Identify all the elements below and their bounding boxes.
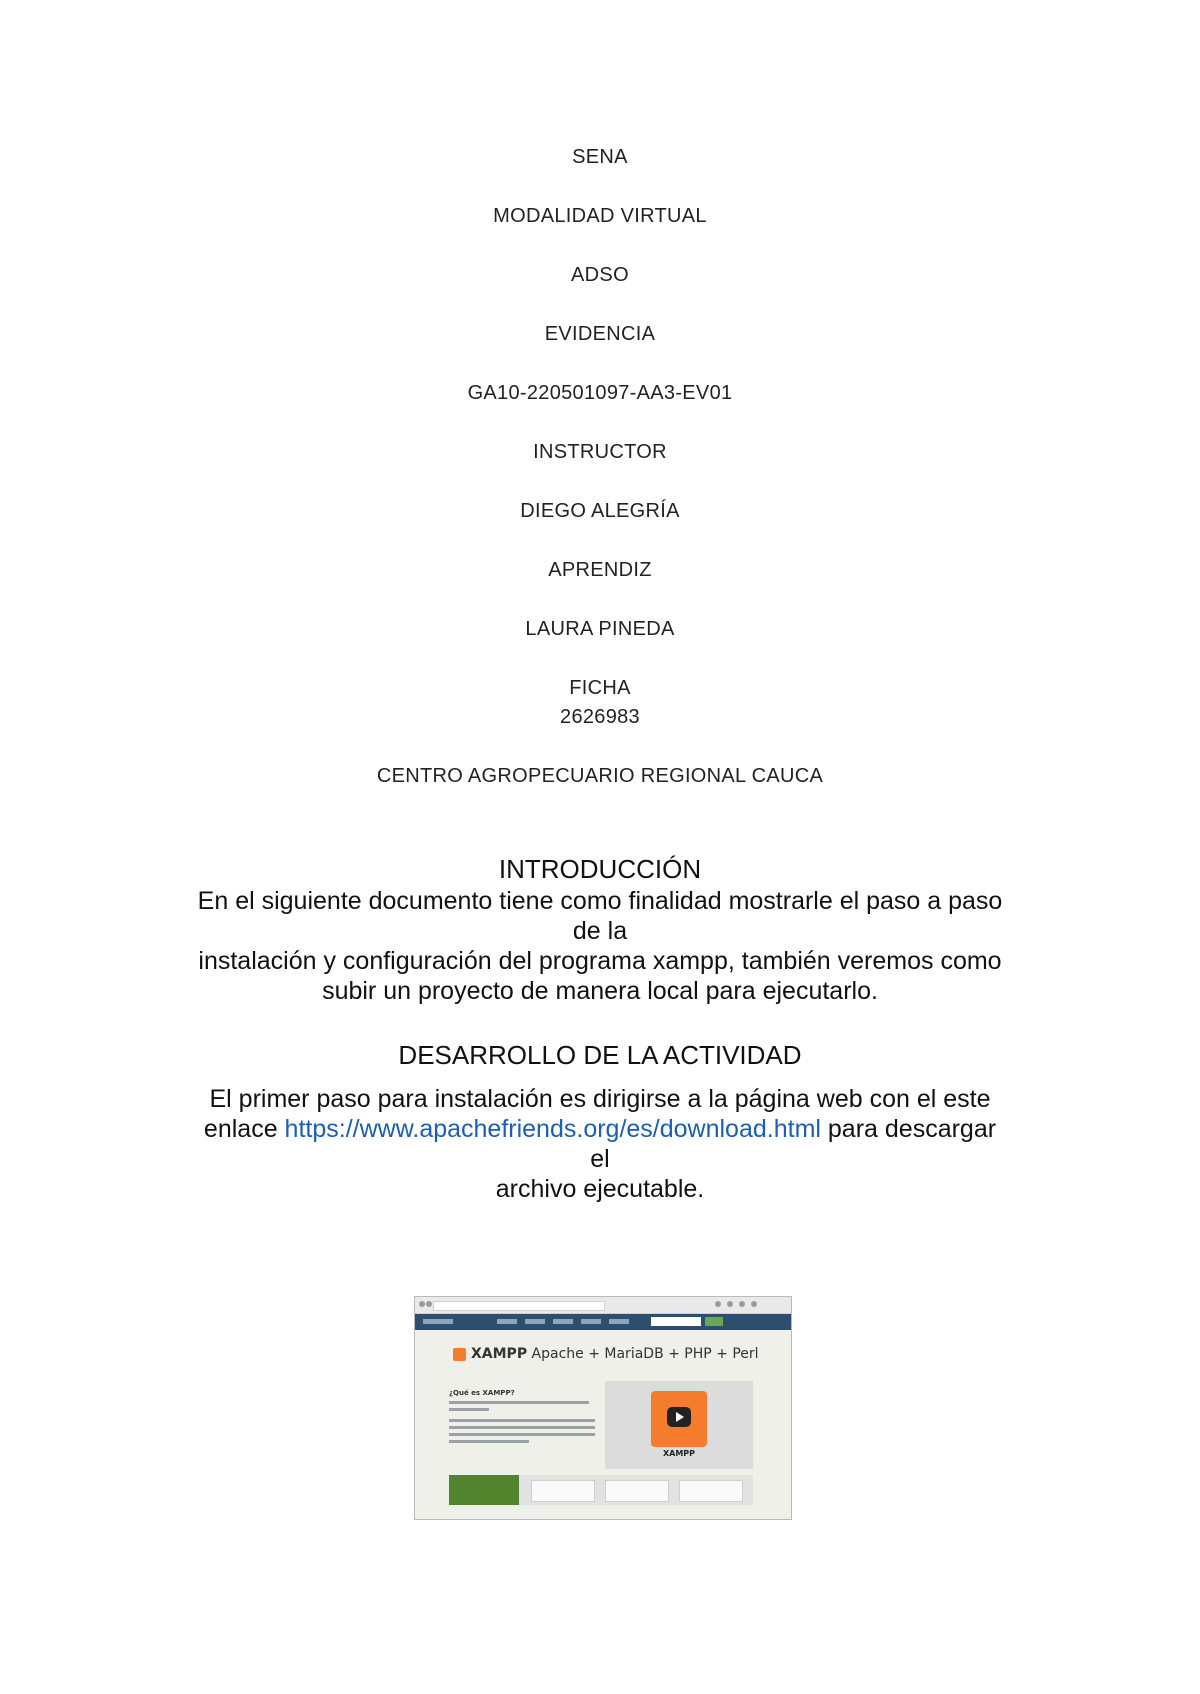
download-option (605, 1480, 669, 1502)
site-subheading: ¿Qué es XAMPP? (449, 1389, 515, 1397)
intro-line: subir un proyecto de manera local para ejecutarlo. (322, 977, 878, 1005)
site-search-box (651, 1317, 701, 1326)
site-search-button (705, 1317, 723, 1326)
toolbar-icon (727, 1301, 733, 1307)
site-title-bold: XAMPP (471, 1346, 528, 1362)
cover-ficha-label: FICHA (569, 677, 631, 699)
nav-item (497, 1319, 517, 1324)
download-button (449, 1475, 519, 1505)
intro-line: En el siguiente documento tiene como finalidad mostrarle el paso a paso (197, 887, 1003, 915)
intro-line: instalación y configuración del programa xampp, también veremos como (198, 947, 1002, 975)
site-intro-column (449, 1389, 599, 1443)
nav-item (525, 1319, 545, 1324)
intro-paragraph (140, 886, 1060, 1006)
forward-icon (426, 1301, 432, 1307)
nav-brand (423, 1319, 453, 1324)
intro-line: de la (572, 917, 628, 945)
development-line: archivo ejecutable. (495, 1175, 705, 1203)
nav-item (553, 1319, 573, 1324)
site-title (471, 1346, 759, 1362)
development-heading: DESARROLLO DE LA ACTIVIDAD (398, 1040, 802, 1070)
intro-heading: INTRODUCCIÓN (498, 854, 702, 884)
site-navbar (415, 1314, 791, 1330)
video-thumbnail (605, 1381, 753, 1469)
cover-center: CENTRO AGROPECUARIO REGIONAL CAUCA (376, 765, 824, 787)
text-placeholder (449, 1426, 595, 1429)
nav-item (609, 1319, 629, 1324)
cover-evidence-label: EVIDENCIA (544, 323, 656, 345)
text-placeholder (449, 1408, 489, 1411)
text-placeholder (449, 1401, 589, 1404)
download-link[interactable]: https://www.apachefriends.org/es/download.html (284, 1115, 821, 1143)
toolbar-icon (751, 1301, 757, 1307)
browser-toolbar (415, 1297, 791, 1314)
download-strip (449, 1475, 753, 1505)
development-text: para descargar (820, 1115, 997, 1143)
xampp-logo-icon (453, 1348, 466, 1361)
text-placeholder (449, 1433, 595, 1436)
download-option (679, 1480, 743, 1502)
cover-program: ADSO (571, 264, 629, 286)
development-line (140, 1114, 1060, 1144)
cover-instructor-label: INSTRUCTOR (533, 441, 667, 463)
toolbar-icon (739, 1301, 745, 1307)
development-paragraph (140, 1084, 1060, 1204)
development-text: enlace (203, 1115, 285, 1143)
video-logo-label: XAMPP (662, 1449, 696, 1458)
cover-ficha-number: 2626983 (560, 706, 640, 728)
cover-evidence-code: GA10-220501097-AA3-EV01 (467, 382, 733, 404)
cover-apprentice-name: LAURA PINEDA (525, 618, 675, 640)
cover-instructor-name: DIEGO ALEGRÍA (520, 500, 680, 522)
download-option (531, 1480, 595, 1502)
back-icon (419, 1301, 425, 1307)
development-line: el (590, 1145, 610, 1173)
site-title-rest: Apache + MariaDB + PHP + Perl (527, 1346, 759, 1362)
cover-institution: SENA (572, 146, 628, 168)
xampp-website-screenshot (414, 1296, 792, 1520)
development-line: El primer paso para instalación es dirigirse a la página web con el este (209, 1085, 991, 1113)
play-icon (667, 1407, 691, 1427)
text-placeholder (449, 1440, 529, 1443)
nav-item (581, 1319, 601, 1324)
toolbar-icon (715, 1301, 721, 1307)
address-bar (433, 1301, 605, 1311)
text-placeholder (449, 1419, 595, 1422)
cover-apprentice-label: APRENDIZ (548, 559, 652, 581)
cover-modality: MODALIDAD VIRTUAL (493, 205, 707, 227)
